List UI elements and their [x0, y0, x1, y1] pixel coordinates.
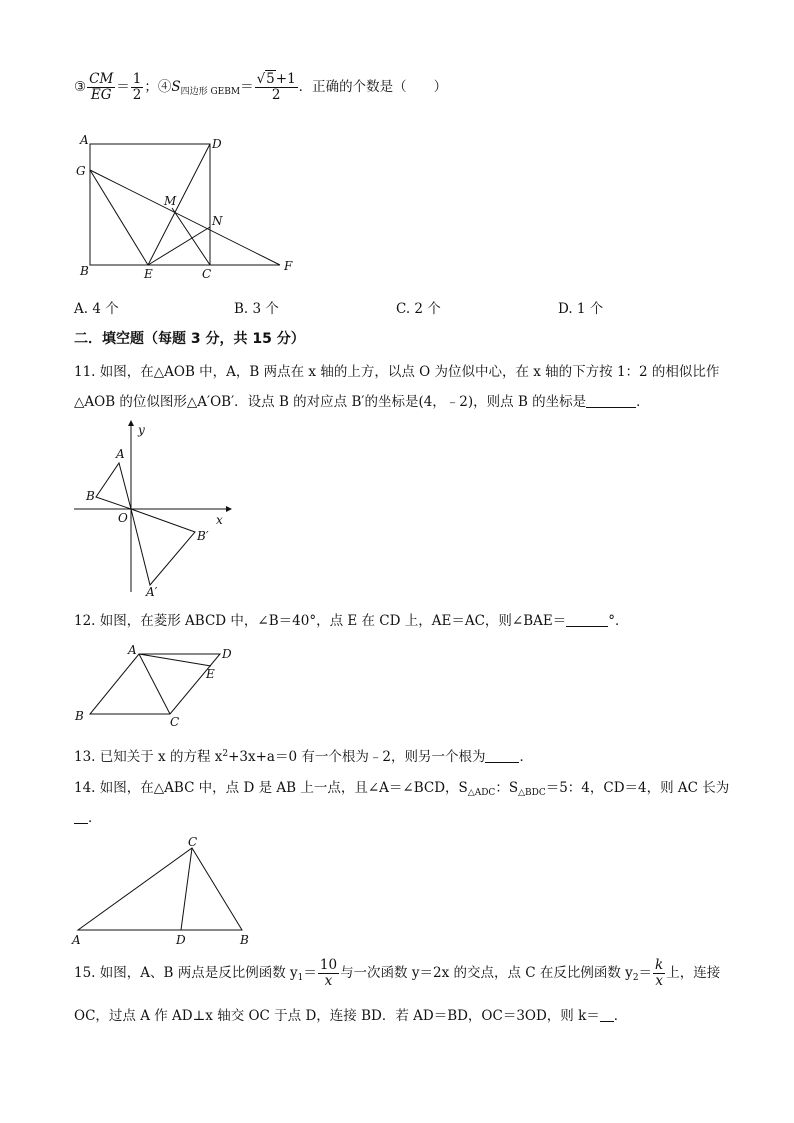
label-n: N: [212, 214, 223, 228]
label-c: C: [170, 715, 180, 729]
golden-fraction: $\frac{√5+1}{2}$: [256, 71, 296, 103]
label-b: B: [86, 489, 95, 503]
q11-answer-blank[interactable]: [586, 395, 636, 408]
label-a: A: [72, 933, 81, 947]
label-ap: A′: [146, 585, 158, 598]
q12-figure: [70, 640, 245, 730]
q14-text: 14. 如图，在△ABC 中，点 D 是 AB 上一点，且∠A＝∠BCD，$S_{\triangle ADC}$：$S_{\triangle BDC}=5$：4，CD＝4，则 AC 长为: [74, 780, 730, 798]
cm-eg-fraction: $\frac{CM}{EG}$: [89, 71, 114, 103]
label-c: C: [188, 835, 198, 849]
label-e: E: [144, 267, 153, 281]
segment-cd: [181, 848, 192, 930]
q10-option-c[interactable]: C. 2 个: [396, 301, 441, 317]
q12-answer-blank[interactable]: [566, 614, 608, 627]
section-heading: 二．填空题（每题 3 分，共 15 分）: [74, 331, 305, 347]
q10-statements: ③ $\frac{CM}{EG}$ ＝ $\frac{1}{2}$ ；$④S_{四边形 GEBM}=$ $\frac{√5+1}{2}$ ．正确的个数是（ ）: [74, 71, 448, 103]
q10-figure: [70, 132, 310, 282]
label-b: B: [80, 264, 89, 278]
label-m: M: [164, 194, 177, 208]
label-bp: B′: [197, 529, 209, 543]
label-a: A: [116, 447, 125, 461]
label-o: O: [118, 511, 128, 525]
label-b: B: [75, 709, 84, 723]
ten-over-x-fraction: $\frac{10}{x}$: [319, 957, 338, 989]
label-a: A: [128, 643, 137, 657]
triangle-aob: [96, 463, 131, 509]
half-fraction: $\frac{1}{2}$: [132, 71, 142, 103]
segment-ae: [139, 654, 211, 666]
q15-answer-blank[interactable]: [600, 1009, 614, 1022]
label-y: y: [138, 423, 145, 437]
q11-line2: △AOB 的位似图形△A′OB′．设点 B 的对应点 B′的坐标是(4，﹣2)，则点 B 的坐标是 ．: [74, 394, 650, 410]
q13-text: 13. 已知关于 x 的方程 $x^2+3x+a=0$ 有一个根为﹣2，则另一个根为 ．: [74, 749, 533, 765]
q10-option-d[interactable]: D. 1 个: [558, 301, 604, 317]
q13-answer-blank[interactable]: [485, 750, 519, 763]
x-arrow-icon: [226, 506, 232, 512]
q14-figure: [66, 834, 266, 949]
label-g: G: [76, 164, 86, 178]
segment-mc: [172, 208, 210, 265]
label-b: B: [240, 933, 249, 947]
q11-figure: [70, 420, 235, 598]
label-d: D: [222, 647, 232, 661]
q11-line1: 11. 如图，在△AOB 中，A，B 两点在 x 轴的上方，以点 O 为位似中心，在 x 轴的下方按 1：2 的相似比作: [74, 364, 720, 380]
triangle-abc: [78, 848, 242, 930]
q14-answer-blank[interactable]: [74, 811, 88, 824]
label-x: x: [216, 513, 223, 527]
label-d: D: [176, 933, 186, 947]
q10-option-a[interactable]: A. 4 个: [74, 301, 119, 317]
label-e: E: [206, 667, 215, 681]
q15-line2: OC，过点 A 作 AD⊥x 轴交 OC 于点 D，连接 BD．若 AD＝BD，OC＝3OD，则 k＝ ．: [74, 1008, 628, 1024]
label-c: C: [202, 267, 212, 281]
triangle-apobp: [131, 509, 195, 585]
q12-text: 12. 如图，在菱形 ABCD 中，∠B＝40°，点 E 在 CD 上，AE＝AC，则∠BAE＝ °．: [74, 613, 629, 629]
label-f: F: [284, 259, 293, 273]
q10-option-b[interactable]: B. 3 个: [234, 301, 279, 317]
q15-line1: 15. 如图，A、B 两点是反比例函数 $y_1=$ $\frac{10}{x}$ 与一次函数 y＝2x 的交点，点 C 在反比例函数 $y_2=$ $\frac{k}{x}$ 上，连接: [74, 957, 721, 989]
label-d: D: [212, 137, 222, 151]
square-abcd: [90, 144, 210, 265]
q14-answer-line: ．: [74, 806, 102, 826]
y-arrow-icon: [128, 420, 134, 426]
diagonal-ac: [139, 654, 170, 714]
k-over-x-fraction: $\frac{k}{x}$: [655, 957, 664, 989]
label-a: A: [80, 133, 89, 147]
segment-ed: [148, 144, 210, 265]
